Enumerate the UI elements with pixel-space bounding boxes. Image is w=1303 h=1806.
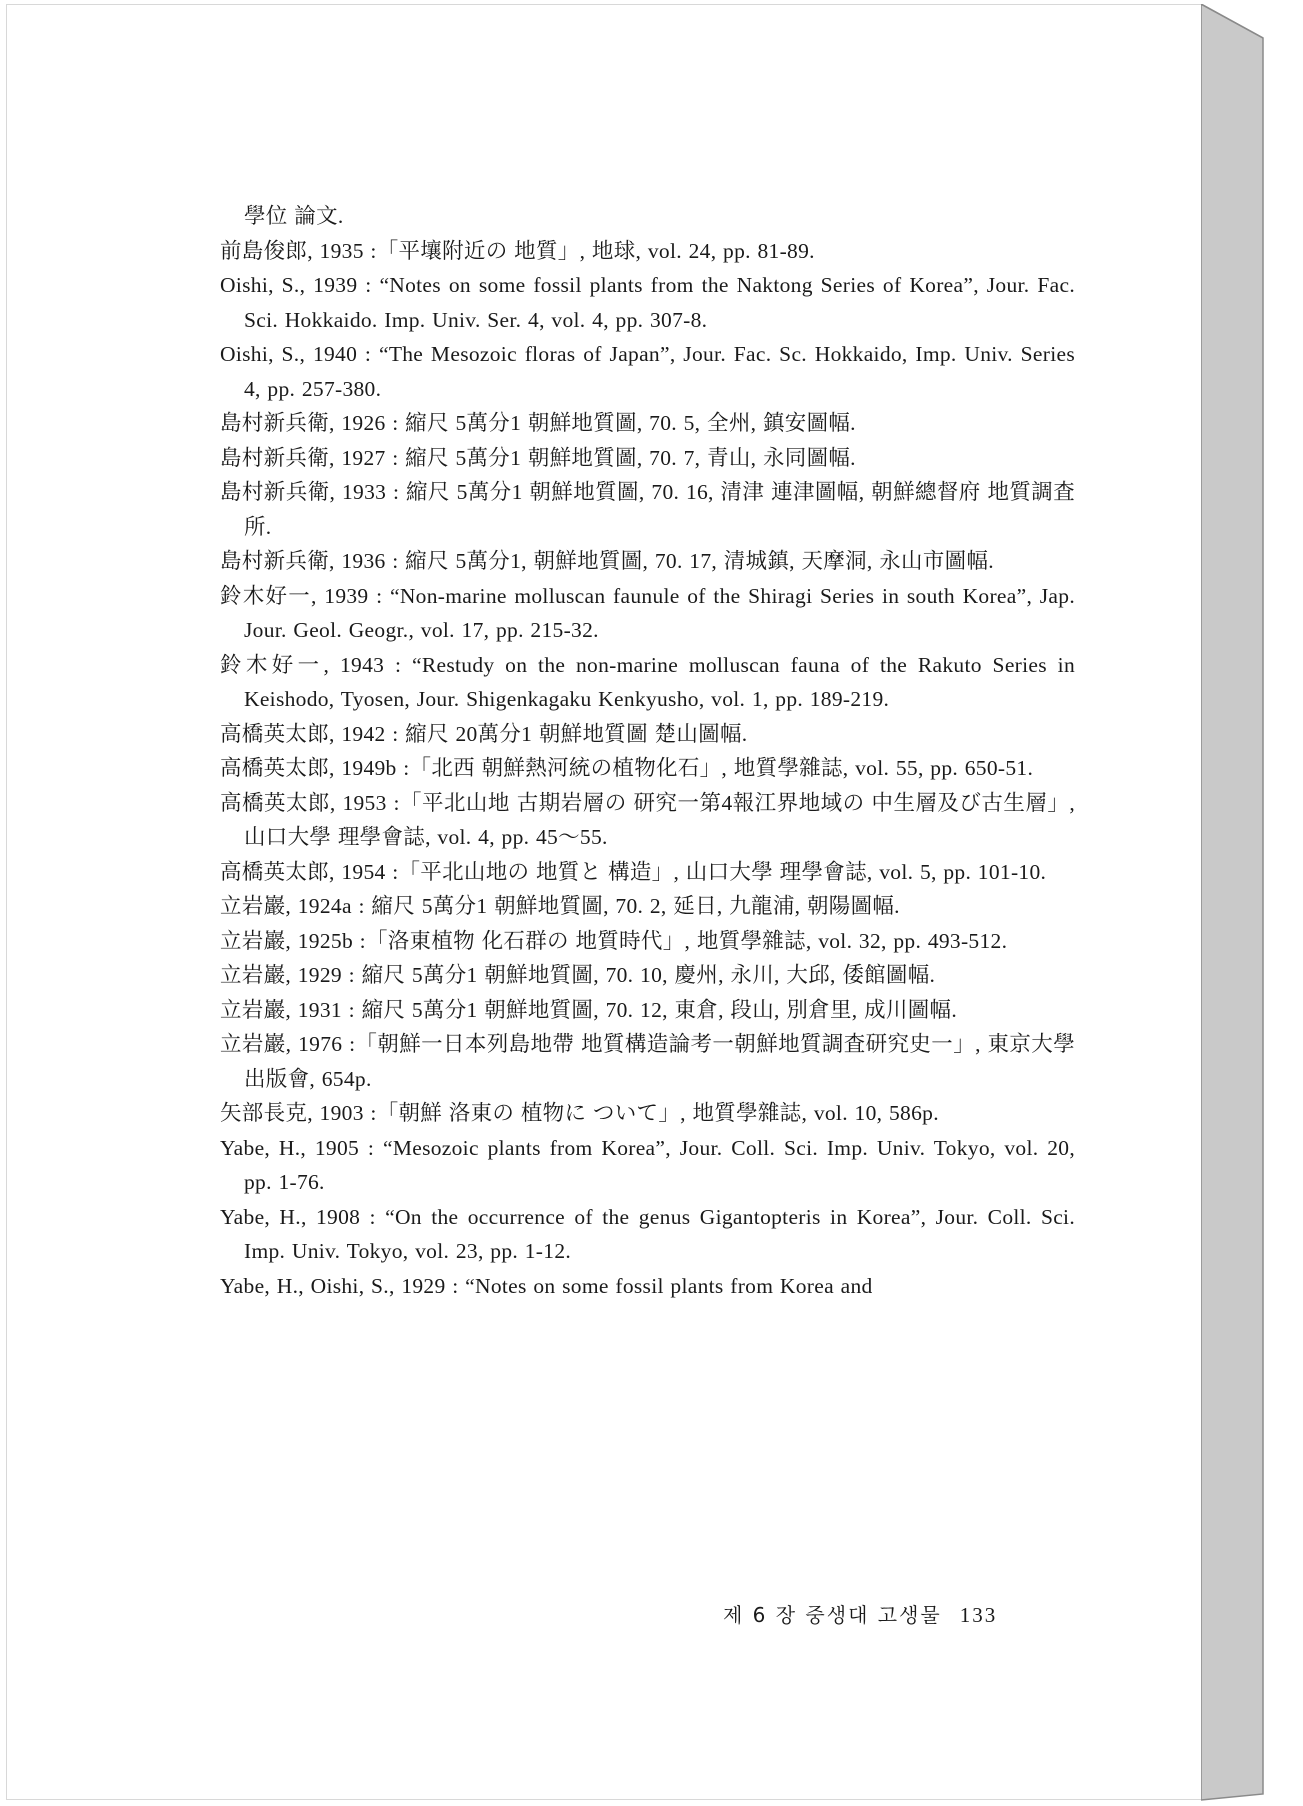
book-edge-shape (1201, 4, 1296, 1802)
reference-entry: 立岩巖, 1925b :「洛東植物 化石群の 地質時代」, 地質學雜誌, vol. 32, pp. 493-512. (220, 928, 1008, 953)
reference-list (220, 199, 1075, 1303)
reference-entry: 高橋英太郎, 1953 :「平北山地 古期岩層の 研究一第4報江界地域の 中生層及び古生層」, 山口大學 理學會誌, vol. 4, pp. 45〜55. (220, 790, 1075, 849)
chapter-title: 제 6 장 중생대 고생물 (723, 1603, 942, 1627)
reference-entry: Oishi, S., 1939 : “Notes on some fossil plants from the Naktong Series of Korea”, Jour. Fac. Sci. Hokkaido. Imp. Univ. Ser. 4, vol. 4, pp. 307-8. (220, 273, 1075, 332)
reference-entry: Oishi, S., 1940 : “The Mesozoic floras of Japan”, Jour. Fac. Sc. Hokkaido, Imp. Univ. Series 4, pp. 257-380. (220, 342, 1075, 401)
reference-entry: 立岩巖, 1929 : 縮尺 5萬分1 朝鮮地質圖, 70. 10, 慶州, 永川, 大邱, 倭館圖幅. (220, 963, 936, 987)
reference-entry: Yabe, H., Oishi, S., 1929 : “Notes on some fossil plants from Korea and (220, 1273, 873, 1298)
reference-entry: 高橋英太郎, 1942 : 縮尺 20萬分1 朝鮮地質圖 楚山圖幅. (220, 721, 748, 746)
reference-entry: 矢部長克, 1903 :「朝鮮 洛東の 植物に ついて」, 地質學雜誌, vol. 10, 586p. (220, 1101, 939, 1125)
reference-entry: 鈴木好一, 1943 : “Restudy on the non-marine molluscan fauna of the Rakuto Series in Keishodo, Tyosen, Jour. Shigenkagaku Kenkyusho, vol. 1, pp. 189-219. (220, 652, 1075, 711)
reference-entry: 立岩巖, 1931 : 縮尺 5萬分1 朝鮮地質圖, 70. 12, 東倉, 段山, 別倉里, 成川圖幅. (220, 997, 958, 1022)
reference-entry: 立岩巖, 1924a : 縮尺 5萬分1 朝鮮地質圖, 70. 2, 延日, 九龍浦, 朝陽圖幅. (220, 894, 900, 918)
reference-entry: 鈴木好一, 1939 : “Non-marine molluscan faunule of the Shiragi Series in south Korea”, Jap. Jour. Geol. Geogr., vol. 17, pp. 215-32. (220, 583, 1075, 642)
reference-entry: Yabe, H., 1905 : “Mesozoic plants from Korea”, Jour. Coll. Sci. Imp. Univ. Tokyo, vol. 20, pp. 1-76. (220, 1135, 1075, 1194)
reference-entry: 學位 論文. (244, 204, 344, 228)
reference-entry: 島村新兵衛, 1927 : 縮尺 5萬分1 朝鮮地質圖, 70. 7, 青山, 永同圖幅. (220, 445, 856, 470)
page-number: 133 (959, 1603, 998, 1627)
reference-entry: 高橋英太郎, 1949b :「北西 朝鮮熱河統の植物化石」, 地質學雜誌, vol. 55, pp. 650-51. (220, 756, 1034, 780)
reference-entry: 島村新兵衛, 1926 : 縮尺 5萬分1 朝鮮地質圖, 70. 5, 全州, 鎮安圖幅. (220, 411, 856, 435)
reference-entry: 島村新兵衛, 1936 : 縮尺 5萬分1, 朝鮮地質圖, 70. 17, 清城鎮, 天摩洞, 永山市圖幅. (220, 549, 994, 573)
book-mockup (6, 4, 1296, 1802)
reference-entry: 高橋英太郎, 1954 :「平北山地の 地質と 構造」, 山口大學 理學會誌, vol. 5, pp. 101-10. (220, 859, 1047, 884)
page-footer (723, 1599, 1083, 1628)
reference-entry: 立岩巖, 1976 :「朝鮮一日本列島地帶 地質構造論考一朝鮮地質調査研究史一」, 東京大學出版會, 654p. (220, 1032, 1075, 1091)
reference-entry: 島村新兵衛, 1933 : 縮尺 5萬分1 朝鮮地質圖, 70. 16, 清津 連津圖幅, 朝鮮總督府 地質調査所. (220, 480, 1075, 539)
reference-entry: Yabe, H., 1908 : “On the occurrence of the genus Gigantopteris in Korea”, Jour. Coll. Sci. Imp. Univ. Tokyo, vol. 23, pp. 1-12. (220, 1204, 1075, 1263)
document-page (6, 4, 1202, 1800)
reference-entry: 前島俊郎, 1935 :「平壤附近の 地質」, 地球, vol. 24, pp. 81-89. (220, 238, 815, 263)
